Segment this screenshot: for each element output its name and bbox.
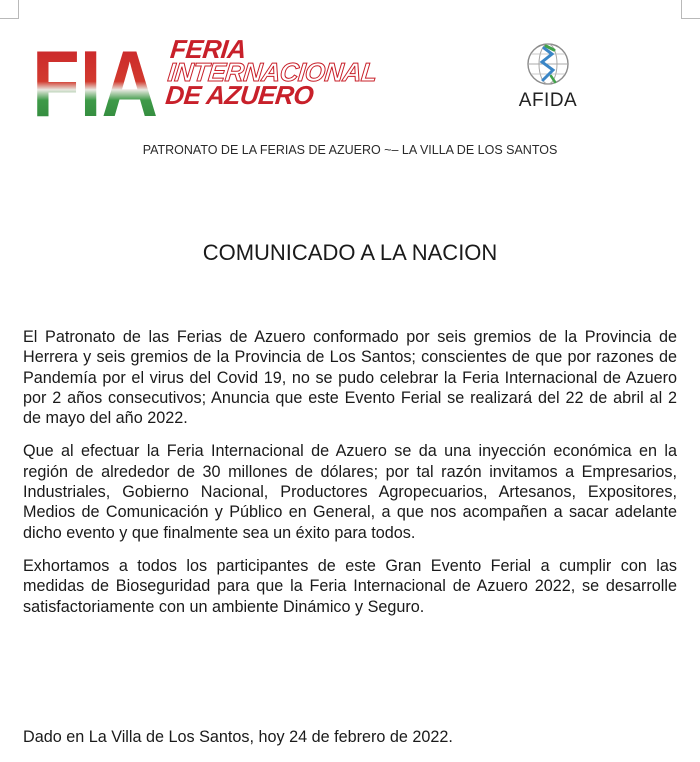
page-corner-top-right	[681, 0, 700, 19]
paragraph-2: Que al efectuar la Feria Internacional de Azuero se da una inyección económica en la región de alrededor de 30 millones de dólares; por tal razón invitamos a Empresarios, Industriales, Gobierno Nacional, Productores Agropecuarios, Artesanos, Expositores, Medios de Comunicación y Público en General, a que nos acompañen a sacar adelante dicho evento y que finalmente sea un éxito para todos.	[23, 442, 677, 542]
afida-label: AFIDA	[518, 90, 578, 111]
fia-name-line-2: INTERNACIONAL	[166, 57, 379, 87]
afida-logo-icon	[522, 40, 574, 88]
patronato-subtitle: PATRONATO DE LA FERIAS DE AZUERO ~– LA VILLA DE LOS SANTOS	[142, 143, 558, 157]
page-corner-top-left	[0, 0, 19, 19]
fia-logo-text: FIA	[32, 31, 158, 136]
fia-name-line-3: DE AZUERO	[164, 80, 315, 110]
letterhead	[30, 30, 670, 136]
paragraph-1: El Patronato de las Ferias de Azuero conformado por seis gremios de la Provincia de Herrera y seis gremios de la Provincia de Los Santos; conscientes de que por razones de Pandemía por el virus del Covid 19, no se pudo celebrar la Feria Internacional de Azuero por 2 años consecutivos; Anuncia que este Evento Ferial se realizará del 22 de abril al 2 de mayo del año 2022.	[23, 328, 677, 428]
paragraph-3: Exhortamos a todos los participantes de este Gran Evento Ferial a cumplir con las medidas de Bioseguridad para que la Feria Internacional de Azuero 2022, se desarrolle satisfactoriamente con un ambiente Dinámico y Seguro.	[23, 556, 677, 616]
fia-logo	[30, 31, 162, 136]
document-title: COMUNICADO A LA NACION	[202, 240, 498, 265]
fia-full-name	[164, 34, 380, 110]
closing-line: Dado en La Villa de Los Santos, hoy 24 de febrero de 2022.	[23, 728, 453, 746]
fia-name-line-1: FERIA	[168, 34, 248, 64]
afida-logo	[512, 40, 584, 112]
document-body	[23, 327, 677, 630]
